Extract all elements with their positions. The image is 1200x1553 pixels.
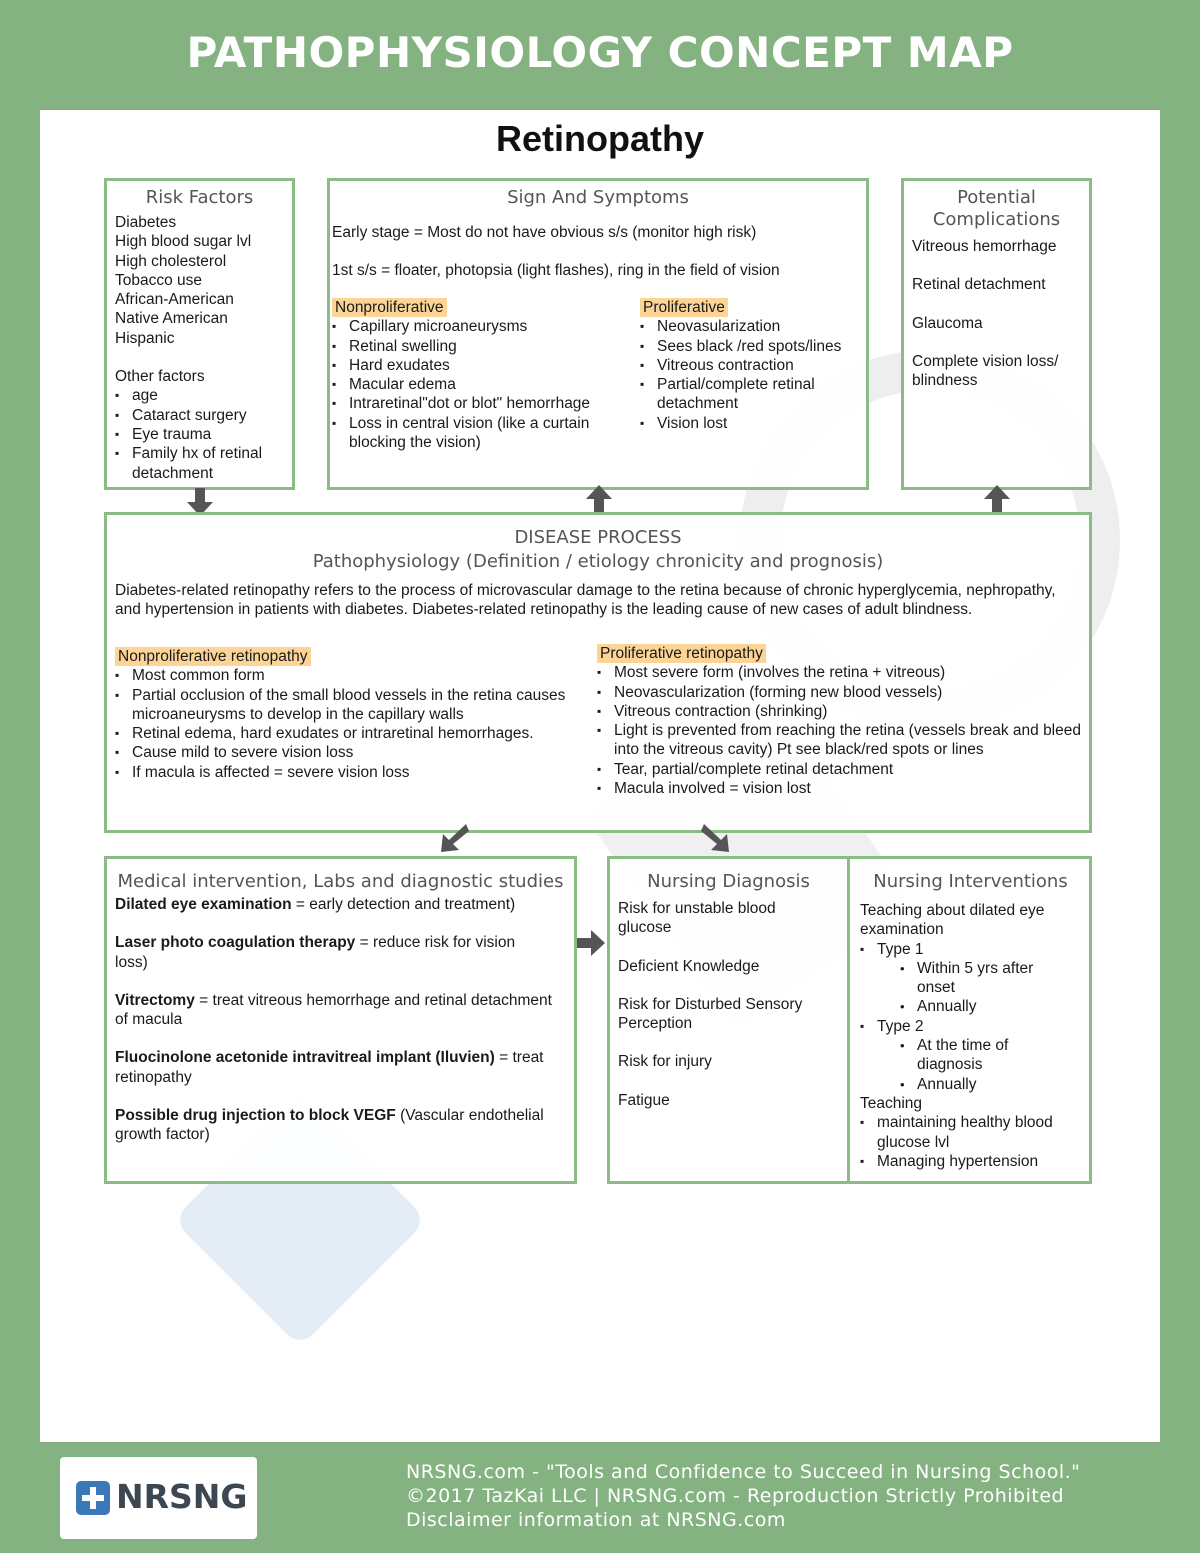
footer-line: NRSNG.com - "Tools and Confidence to Succeed in Nursing School." [406, 1461, 1081, 1483]
type1-item: • Annually [900, 997, 1075, 1016]
risk-item: Hispanic [115, 329, 175, 347]
complication-item: Retinal detachment [912, 276, 1046, 294]
medical-item-name: Laser photo coagulation therapy [115, 934, 356, 952]
medical-item-name: Fluocinolone acetonide intravitreal implant (Iluvien) [115, 1049, 495, 1067]
nursing-diagnosis-list [618, 899, 839, 1110]
other-factor-item: ▪ Eye trauma [115, 425, 284, 444]
proliferative-retinopathy-label: Proliferative retinopathy [597, 644, 766, 663]
nursing-diagnosis-title: Nursing Diagnosis [647, 871, 810, 892]
arrow-down-left-icon [440, 823, 470, 853]
pro-sign: ▪ Sees black /red spots/lines [640, 337, 865, 356]
arrow-up-icon [982, 483, 1012, 513]
medical-item [115, 933, 552, 972]
nursing-diagnosis-item: Fatigue [618, 1091, 670, 1109]
footer-line: Disclaimer information at NRSNG.com [406, 1509, 786, 1531]
disease-process-box [104, 512, 1092, 833]
medical-item-name: Possible drug injection to block VEGF [115, 1107, 396, 1125]
teaching-item: ▪ Managing hypertension [860, 1152, 1075, 1171]
teaching-exam-text: Teaching about dilated eye examination [860, 902, 1045, 939]
teaching-label: Teaching [860, 1094, 923, 1112]
medical-item-desc: = treat vitreous hemorrhage and retinal detachment of macula [115, 991, 552, 1029]
arrow-right-icon [577, 928, 607, 958]
other-factor-item: ▪ age [115, 386, 284, 405]
nonpro-sign: ▪ Retinal swelling [332, 337, 622, 356]
nursing-diagnosis-item: Risk for Disturbed Sensory Perception [618, 995, 803, 1033]
complications-box [901, 178, 1092, 490]
signs-symptoms-box [327, 178, 869, 490]
nursing-diagnosis-box [607, 856, 850, 1184]
arrow-up-icon [584, 483, 614, 513]
arrow-down-right-icon [700, 823, 730, 853]
plus-icon [76, 1481, 110, 1515]
pro-process-item: ▪ Light is prevented from reaching the retina (vessels break and bleed into the vitreous cavity) Pt see black/red spots or lines [597, 721, 1082, 760]
pro-process-item: ▪ Macula involved = vision lost [597, 779, 1082, 798]
page-header: PATHOPHYSIOLOGY CONCEPT MAP [186, 28, 1014, 77]
pro-sign: ▪ Vitreous contraction [640, 356, 865, 375]
disease-subtitle: Pathophysiology (Definition / etiology chronicity and prognosis) [312, 551, 884, 572]
nonpro-sign: ▪ Intraretinal"dot or blot" hemorrhage [332, 394, 622, 413]
risk-item: African-American [115, 291, 234, 309]
signs-nonproliferative [332, 298, 622, 452]
nonproliferative-retinopathy-label: Nonproliferative retinopathy [115, 647, 311, 666]
nursing-diagnosis-item: Risk for injury [618, 1053, 712, 1071]
signs-proliferative [640, 298, 865, 433]
logo-text: NRSNG [116, 1477, 248, 1516]
medical-list [115, 895, 566, 1145]
pro-process-item: ▪ Vitreous contraction (shrinking) [597, 702, 1082, 721]
type2-item: • Annually [900, 1075, 1075, 1094]
risk-item: Diabetes [115, 214, 177, 231]
medical-item-name: Dilated eye examination [115, 896, 292, 913]
nursing-diagnosis-item: Deficient Knowledge [618, 957, 760, 975]
risk-item: High cholesterol [115, 252, 227, 270]
signs-intro [330, 223, 866, 281]
nonproliferative-label: Nonproliferative [332, 298, 447, 317]
complication-item: Vitreous hemorrhage [912, 238, 1057, 255]
other-factor-item: ▪ Cataract surgery [115, 406, 284, 425]
medical-item [115, 1106, 552, 1145]
complications-title: Potential Complications [932, 187, 1061, 230]
nonpro-sign: ▪ Loss in central vision (like a curtain blocking the vision) [332, 414, 622, 453]
disease-nonproliferative [115, 647, 575, 782]
medical-item-desc: = treat retinopathy [115, 1049, 544, 1086]
proliferative-label: Proliferative [640, 298, 728, 317]
first-signs-text: 1st s/s = floater, photopsia (light flashes), ring in the field of vision [332, 262, 780, 280]
nursing-interventions-title: Nursing Interventions [873, 871, 1068, 892]
nonpro-process-item: ▪ Cause mild to severe vision loss [115, 743, 575, 762]
complications-list [912, 237, 1081, 390]
type2-item: • At the time of diagnosis [900, 1036, 1075, 1075]
risk-factors-box [104, 178, 295, 490]
nonpro-process-item: ▪ Most common form [115, 666, 575, 685]
risk-item: Native American [115, 310, 228, 328]
other-factor-item: ▪ Family hx of retinal detachment [115, 444, 284, 483]
disease-definition: Diabetes-related retinopathy refers to the process of microvascular damage to the retina because of chronic hyperglycemia, nephropathy, and hypertension in patients with diabetes. Diabetes-related retinopathy is the leading cause of new cases of adult blindness. [115, 582, 1056, 619]
risk-item: Tobacco use [115, 271, 203, 289]
signs-title: Sign And Symptoms [507, 187, 689, 208]
medical-item-name: Vitrectomy [115, 991, 195, 1009]
footer-text [406, 1460, 1080, 1532]
medical-title: Medical intervention, Labs and diagnostic studies [117, 871, 564, 892]
nursing-interventions-box [847, 856, 1092, 1184]
nonpro-process-item: ▪ Partial occlusion of the small blood vessels in the retina causes microaneurysms to develop in the capillary walls [115, 686, 575, 725]
page-title: Retinopathy [495, 118, 704, 159]
nonpro-sign: ▪ Macular edema [332, 375, 622, 394]
nursing-interventions-list [860, 901, 1081, 1171]
medical-item [115, 1048, 552, 1087]
nonpro-sign: ▪ Hard exudates [332, 356, 622, 375]
footer-line: ©2017 TazKai LLC | NRSNG.com - Reproduction Strictly Prohibited [406, 1485, 1065, 1507]
other-factors-label: Other factors [115, 368, 205, 386]
medical-item [115, 991, 552, 1030]
type1-label: ▪ Type 1 [860, 940, 1075, 959]
complication-item: Complete vision loss/ blindness [912, 352, 1059, 390]
pro-sign: ▪ Vision lost [640, 414, 865, 433]
risk-factors-list [115, 213, 284, 483]
nrsng-logo[interactable] [60, 1457, 257, 1539]
nonpro-process-item: ▪ Retinal edema, hard exudates or intraretinal hemorrhages. [115, 724, 575, 743]
disease-title: DISEASE PROCESS [514, 527, 682, 548]
type2-label: ▪ Type 2 [860, 1017, 1075, 1036]
medical-item [115, 895, 552, 914]
pro-process-item: ▪ Tear, partial/complete retinal detachment [597, 760, 1082, 779]
pro-sign: ▪ Partial/complete retinal detachment [640, 375, 865, 414]
risk-item: High blood sugar lvl [115, 233, 252, 251]
medical-item-desc: = reduce risk for vision loss) [115, 934, 516, 971]
nursing-diagnosis-item: Risk for unstable blood glucose [618, 900, 776, 937]
complication-item: Glaucoma [912, 314, 983, 332]
pro-sign: ▪ Neovasularization [640, 317, 865, 336]
nonpro-sign: ▪ Capillary microaneurysms [332, 317, 622, 336]
disease-proliferative [597, 644, 1082, 798]
early-stage-text: Early stage = Most do not have obvious s/s (monitor high risk) [332, 224, 757, 241]
medical-intervention-box [104, 856, 577, 1184]
teaching-item: ▪ maintaining healthy blood glucose lvl [860, 1113, 1075, 1152]
type1-item: • Within 5 yrs after onset [900, 959, 1075, 998]
risk-factors-title: Risk Factors [145, 187, 254, 208]
medical-item-desc: (Vascular endothelial growth factor) [115, 1107, 544, 1144]
medical-item-desc: = early detection and treatment) [291, 896, 516, 913]
pro-process-item: ▪ Most severe form (involves the retina + vitreous) [597, 663, 1082, 682]
pro-process-item: ▪ Neovascularization (forming new blood vessels) [597, 683, 1082, 702]
nonpro-process-item: ▪ If macula is affected = severe vision loss [115, 763, 575, 782]
